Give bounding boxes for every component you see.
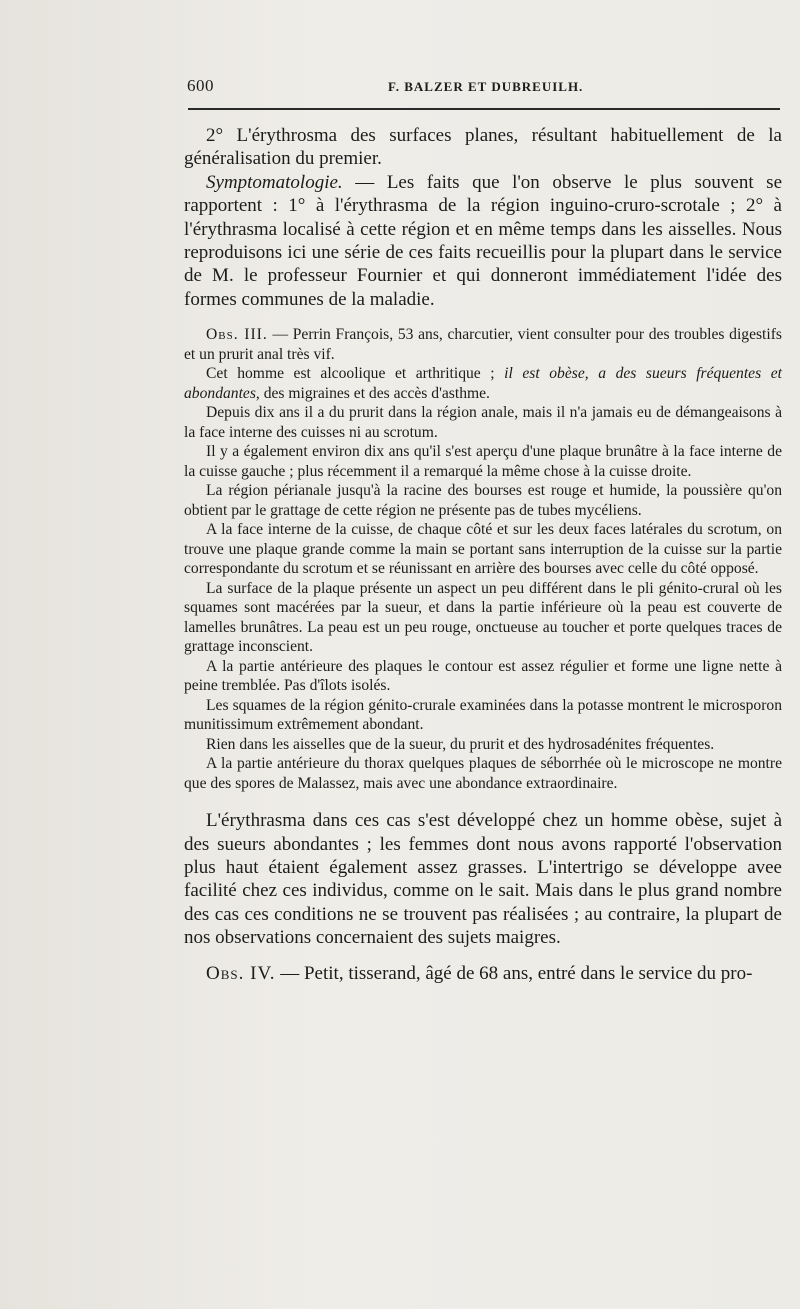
observation-3 — [184, 325, 782, 793]
symptomatologie-text: — Les faits que l'on observe le plus souvent se rapportent : 1° à l'érythrasma de la région inguino-cruro-scrotale ; 2° à l'érythrasma localisé à cette région et en même temps dans les aisselles. Nous reproduisons ici une série de ces faits recueillis pour la plupart dans le service de M. le professeur Fournier et qui donneront immédiatement l'idée des formes communes de la maladie. — [184, 171, 782, 310]
obs3-depuis: Depuis dix ans il a du prurit dans la région anale, mais il n'a jamais eu de démangeaisons à la face interne des cuisses ni au scrotum. — [184, 404, 782, 441]
obs3-ilya: Il y a également environ dix ans qu'il s'est aperçu d'une plaque brunâtre à la face interne de la cuisse gauche ; plus récemment il a remarqué la même chose à la cuisse droite. — [184, 443, 782, 480]
obs3-intro-text: — Perrin François, 53 ans, charcutier, vient consulter pour des troubles digestifs et un prurit anal très vif. — [184, 326, 782, 363]
obs3-anterieure: A la partie antérieure des plaques le contour est assez régulier et forme une ligne nette à peine tremblée. Pas d'îlots isolés. — [184, 657, 782, 695]
obs3-label: Obs. III. — [206, 326, 268, 344]
page-header — [178, 76, 778, 100]
symptomatologie-heading: Symptomatologie. — [206, 171, 343, 193]
obs3-intro — [184, 325, 782, 364]
obs3-alcool-b: , des migraines et des accès d'asthme. — [255, 384, 490, 402]
observation-4 — [184, 962, 782, 985]
header-rule — [188, 108, 780, 110]
obs3-region: La région périanale jusqu'à la racine des bourses est rouge et humide, la poussière qu'on obtient par le grattage de cette région ne présente pas de tubes mycéliens. — [184, 482, 782, 519]
page-body — [184, 124, 782, 985]
obs3-rien: Rien dans les aisselles que de la sueur, du prurit et des hydrosadénites fréquentes. — [206, 735, 715, 753]
running-head: F. BALZER ET DUBREUILH. — [388, 79, 584, 94]
obs3-alcool-a: Cet homme est alcoolique et arthritique ; — [206, 365, 505, 383]
obs3-alcool — [184, 364, 782, 403]
obs3-alcool-em: il est obèse, a des sueurs fréquentes et abondantes — [184, 365, 782, 402]
obs4-label: Obs. IV. — [206, 962, 276, 984]
obs3-thorax: A la partie antérieure du thorax quelques plaques de séborrhée où le microscope ne montre que des spores de Malassez, mais avec une abondance extraordinaire. — [184, 755, 782, 792]
paragraph-symptomatologie — [184, 171, 782, 311]
obs3-squames: Les squames de la région génito-crurale examinées dans la potasse montrent le microsporon munitissimum extrêmement abondant. — [184, 696, 782, 734]
obs3-surface: La surface de la plaque présente un aspect un peu différent dans le pli génito-crural où les squames sont macérées par la sueur, et dans la partie inférieure où la peau est couverte de lamelles brunâtres. La peau est un peu rouge, onctueuse au toucher et porte quelques traces de grattage inconscient. — [184, 579, 782, 656]
paragraph-conclusion: L'érythrasma dans ces cas s'est développé chez un homme obèse, sujet à des sueurs abondantes ; les femmes dont nous avons rapporté l'observation plus haut étaient également assez grasses. L'intertrigo se développe avee facilité chez ces individus, comme on le sait. Mais dans le plus grand nombre des cas ces conditions ne se trouvent pas réalisées ; au contraire, la plupart de nos observations concernaient des sujets maigres. — [184, 810, 782, 949]
page-number: 600 — [187, 76, 214, 95]
obs4-text: — Petit, tisserand, âgé de 68 ans, entré dans le service du pro- — [275, 962, 753, 984]
obs3-face: A la face interne de la cuisse, de chaque côté et sur les deux faces latérales du scrotum, on trouve une plaque grande comme la main se portant sans interruption de la cuisse sur la partie correspondante du scrotum et se réunissant en arrière des bourses avec celle du côté opposé. — [184, 521, 782, 578]
paragraph-erythrosma-surfaces: 2° L'érythrosma des surfaces planes, résultant habituellement de la généralisation du premier. — [184, 125, 782, 170]
